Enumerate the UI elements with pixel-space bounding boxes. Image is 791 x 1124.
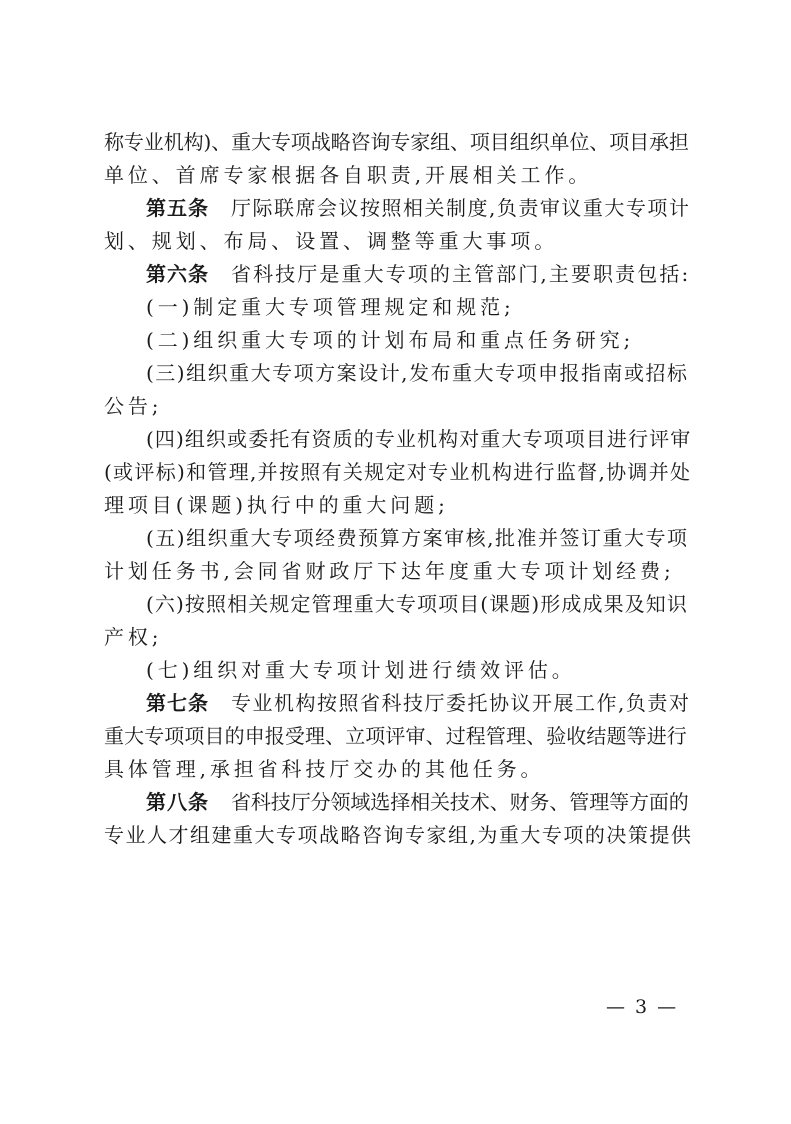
article-8	[104, 786, 693, 852]
text-segment: 省科技厅是重大专项的主管部门,主要职责包括:	[231, 262, 691, 286]
text-line: (六)按照相关规定管理重大专项项目(课题)形成成果及知识	[146, 592, 689, 616]
list-item-1	[104, 291, 690, 324]
text-line: 专业人才组建重大专项战略咨询专家组,为重大专项的决策提供	[104, 823, 693, 847]
list-item-6	[104, 588, 690, 654]
text-line: 单位、首席专家根据各自职责,开展相关工作。	[104, 163, 593, 187]
list-item-5	[104, 522, 690, 588]
text-line	[104, 258, 690, 291]
text-line: (三)组织重大专项方案设计,发布重大专项申报指南或招标	[146, 361, 689, 385]
article-heading: 第八条	[146, 790, 209, 814]
text-segment: 厅际联席会议按照相关制度,负责审议重大专项计	[231, 196, 691, 220]
text-line: (四)组织或委托有资质的专业机构对重大专项项目进行评审	[146, 427, 692, 451]
list-item-4	[104, 423, 690, 522]
text-line: (一)制定重大专项管理规定和规范;	[146, 295, 515, 319]
text-segment: 省科技厅分领域选择相关技术、财务、管理等方面的	[231, 790, 689, 814]
paragraph-continuation	[104, 126, 690, 192]
text-line	[104, 192, 690, 225]
article-heading: 第七条	[146, 691, 209, 715]
text-line: 划、规划、布局、设置、调整等重大事项。	[104, 229, 559, 253]
page-number: — 3 —	[606, 996, 679, 1018]
text-line: (二)组织重大专项的计划布局和重点任务研究;	[146, 328, 635, 352]
article-7	[104, 687, 690, 786]
text-line: 重大专项项目的申报受理、立项评审、过程管理、验收结题等进行	[104, 724, 687, 748]
text-segment: 专业机构按照省科技厅委托协议开展工作,负责对	[231, 691, 691, 715]
text-line: 具体管理,承担省科技厅交办的其他任务。	[104, 757, 545, 781]
text-line: 产权;	[104, 625, 163, 649]
text-line	[104, 687, 690, 720]
text-line: (五)组织重大专项经费预算方案审核,批准并签订重大专项	[146, 526, 689, 550]
article-6	[104, 258, 690, 291]
text-line: 称专业机构)、重大专项战略咨询专家组、项目组织单位、项目承担	[104, 130, 689, 154]
article-5	[104, 192, 690, 258]
list-item-7	[104, 654, 690, 687]
text-line: (或评标)和管理,并按照有关规定对专业机构进行监督,协调并处	[104, 460, 692, 484]
article-heading: 第六条	[146, 262, 209, 286]
document-body	[104, 126, 693, 852]
text-line	[104, 786, 690, 819]
article-heading: 第五条	[146, 196, 209, 220]
list-item-3	[104, 357, 690, 423]
text-line: 理项目(课题)执行中的重大问题;	[104, 493, 449, 517]
list-item-2	[104, 324, 690, 357]
text-line: 计划任务书,会同省财政厅下达年度重大专项计划经费;	[104, 559, 675, 583]
text-line: 公告;	[104, 394, 163, 418]
text-line: (七)组织对重大专项计划进行绩效评估。	[146, 658, 576, 682]
